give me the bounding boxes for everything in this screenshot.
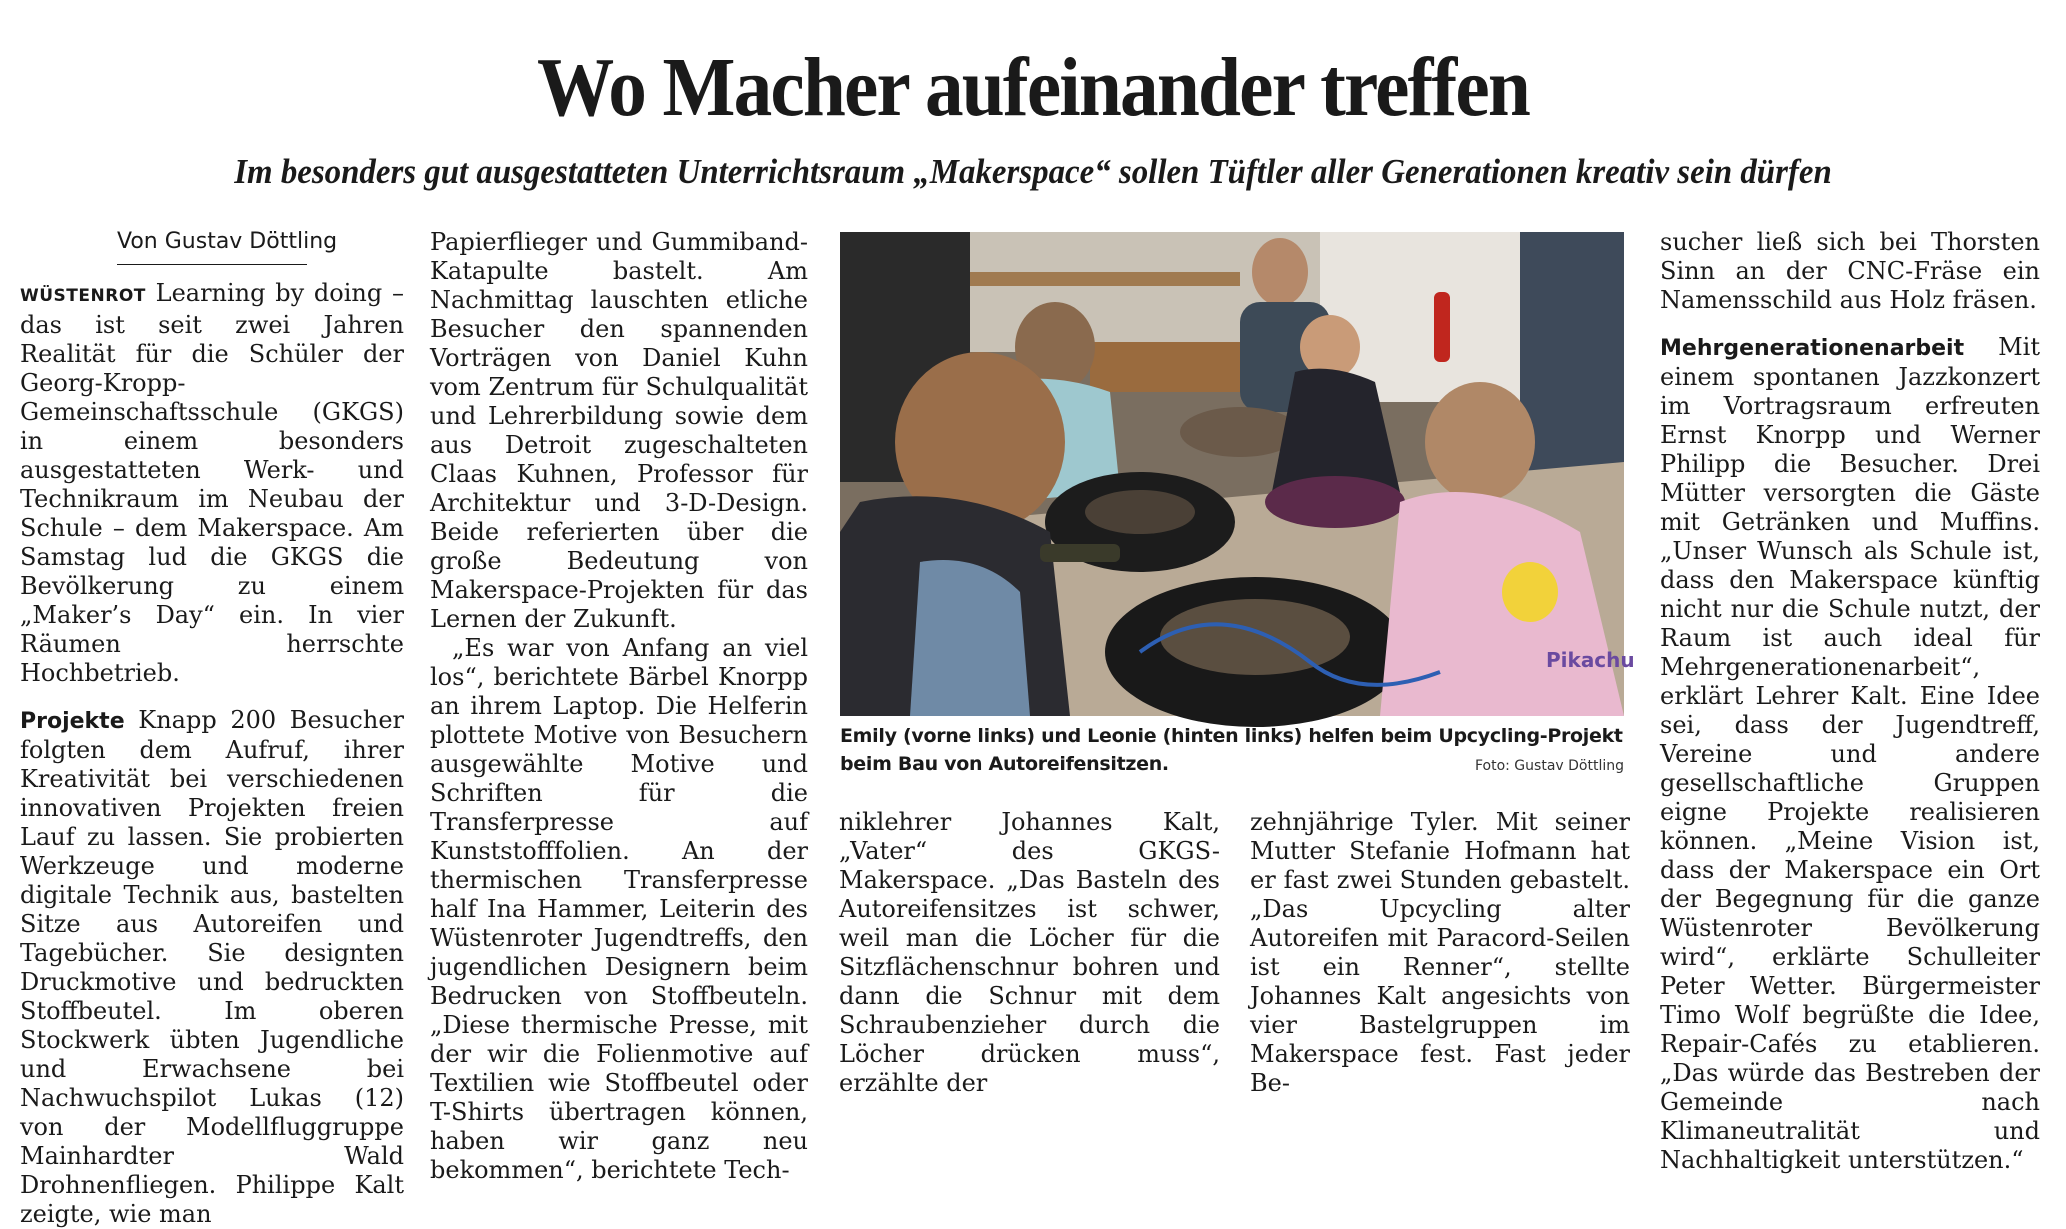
subheading: Mehrgenerationenarbeit — [1660, 336, 1965, 361]
article-headline: Wo Macher aufeinander treffen — [537, 41, 1529, 134]
paragraph-text: Mit einem spontanen Jazzkonzert im Vortragsraum erfreuten Ernst Knorpp und Werner Philipp die Besucher. Drei Mütter versorgten die Gäste mit Getränken und Muffins. „Unser Wunsch als Schule ist, dass den Makerspace künftig nicht nur die Schule nutzt, der Raum ist auch ideal für Mehrgenerationenarbeit“, erklärt Lehrer Kalt. Eine Idee sei, dass der Jugendtreff, Vereine und andere gesellschaftliche Gruppen eigne Projekte realisieren können. „Meine Vision ist, dass der Makerspace ein Ort der Begegnung für die ganze Wüstenroter Bevölkerung wird“, erklärte Schulleiter Peter Wetter. Bürgermeister Timo Wolf begrüßte die Idee, Repair-Cafés zu etablieren. „Das würde das Bestreben der Gemeinde nach Klimaneutralität und Nachhaltigkeit unterstützen.“ — [1660, 333, 2040, 1174]
article-photo — [840, 232, 1635, 716]
subheading: Projekte — [20, 709, 125, 734]
paragraph: sucher ließ sich bei Thorsten Sinn an der CNC-Fräse ein Namensschild aus Holz fräsen. — [1660, 228, 2040, 314]
photo-caption: Emily (vorne links) und Leonie (hinten links) helfen beim Upcycling-Projekt beim Bau von Autoreifensitzen. — [840, 725, 1623, 775]
article-column-1 — [20, 228, 404, 1229]
paragraph: zehnjährige Tyler. Mit seiner Mutter Stefanie Hofmann hat er fast zwei Stunden gebastelt. „Das Upcycling alter Autoreifen mit Paracord-Seilen ist ein Renner“, stellte Johannes Kalt angesichts von vier Bastelgruppen im Makerspace fest. Fast jeder Be- — [1250, 808, 1630, 1097]
article-column-5 — [1660, 228, 2040, 1175]
article-column-2 — [430, 228, 808, 1185]
article-column-3 — [839, 808, 1220, 1098]
paragraph: „Es war von Anfang an viel los“, berichtete Bärbel Knorpp an ihrem Laptop. Die Helferin plottete Motive von Besuchern ausgewählte Motive und Schriften für die Transferpresse auf Kunststofffolien. An der thermischen Transferpresse half Ina Hammer, Leiterin des Wüstenroter Jugendtreffs, den jugendlichen Designern beim Bedrucken von Stoffbeuteln. „Diese thermische Presse, mit der wir die Folienmotive auf Textilien wie Stoffbeutel oder T-Shirts übertragen können, haben wir ganz neu bekommen“, berichtete Tech- — [430, 634, 808, 1184]
paragraph — [20, 279, 404, 688]
shirt-print-text: Pikachu — [1546, 648, 1635, 672]
paragraph — [1660, 333, 2040, 1175]
paragraph: Papierflieger und Gummiband-Katapulte bastelt. Am Nachmittag lauschten etliche Besucher den spannenden Vorträgen von Daniel Kuhn vom Zentrum für Schulqualität und Lehrerbildung sowie dem aus Detroit zugeschalteten Claas Kuhnen, Professor für Architektur und 3-D-Design. Beide referierten über die große Bedeutung von Makerspace-Projekten für das Lernen der Zukunft. — [430, 228, 808, 633]
article-subheadline: Im besonders gut ausgestatteten Unterrichtsraum „Makerspace“ sollen Tüftler aller Generationen kreativ sein dürfen — [234, 152, 1832, 191]
paragraph-text: Knapp 200 Besucher folgten dem Aufruf, ihrer Kreativität bei verschiedenen innovativen Projekten freien Lauf zu lassen. Sie probierten Werkzeuge und moderne digitale Technik aus, bastelten Sitze aus Autoreifen und Tagebücher. Sie designten Druckmotive und bedruckten Stoffbeutel. Im oberen Stockwerk übten Jugendliche und Erwachsene bei Nachwuchspilot Lukas (12) von der Modellfluggruppe Mainhardter Wald Drohnenfliegen. Philippe Kalt zeigte, wie man — [20, 706, 404, 1228]
paragraph — [20, 706, 404, 1229]
dateline: WÜSTENROT — [20, 286, 146, 306]
paragraph-text: Learning by doing – das ist seit zwei Jahren Realität für die Schüler der Georg-Kropp-Gemeinschaftsschule (GKGS) in einem besonders ausgestatteten Werk- und Technikraum im Neubau der Schule – dem Makerspace. Am Samstag lud die GKGS die Bevölkerung zu einem „Maker’s Day“ ein. In vier Räumen herrschte Hochbetrieb. — [20, 279, 404, 687]
photo-credit: Foto: Gustav Döttling — [1474, 758, 1624, 774]
article-column-4 — [1250, 808, 1630, 1098]
paragraph: niklehrer Johannes Kalt, „Vater“ des GKGS-Makerspace. „Das Basteln des Autoreifensitzes ist schwer, weil man die Löcher für die Sitzflächenschnur bohren und dann die Schnur mit dem Schraubenzieher durch die Löcher drücken muss“, erzählte der — [839, 808, 1220, 1097]
byline: Von Gustav Döttling — [117, 228, 307, 265]
